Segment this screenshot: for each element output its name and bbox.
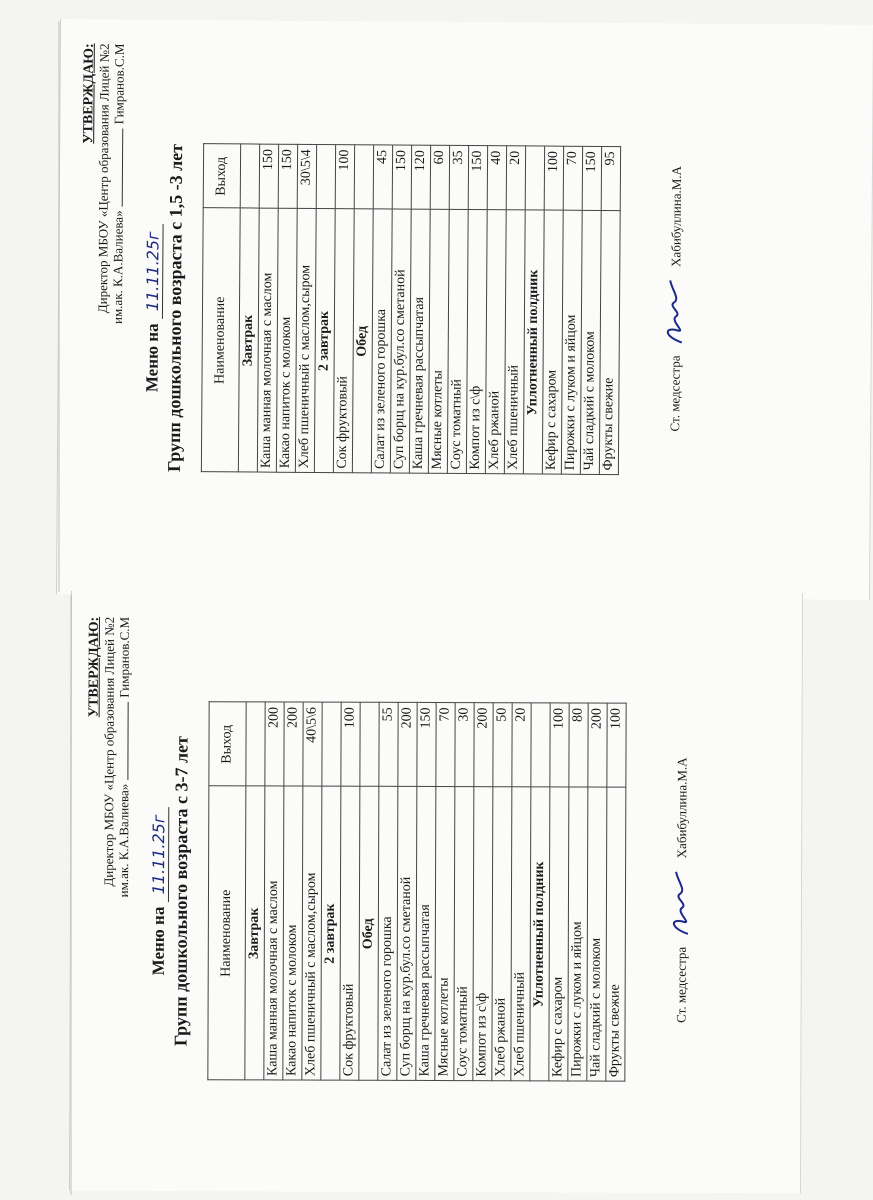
- menu-group: Групп дошкольного возраста с 1,5 -3 лет: [163, 143, 187, 472]
- dish-output: 150: [278, 144, 297, 208]
- table-row: [492, 703, 512, 1081]
- dish-output: 50: [493, 703, 512, 787]
- table-row: [276, 144, 297, 472]
- table-row: [580, 146, 601, 474]
- approval-signline: [115, 617, 132, 1171]
- table-row: [511, 703, 531, 1081]
- signature-role: Ст. медсестра: [667, 354, 683, 432]
- dish-name: Пирожки с луком и яйцом: [561, 210, 582, 474]
- signature-name: Хабибуллина.М.А: [674, 757, 690, 859]
- section-output-cell: [322, 703, 341, 787]
- approval-signline: [108, 43, 127, 577]
- table-row: [416, 703, 436, 1081]
- scan-edge: [58, 22, 60, 592]
- table-row: [257, 144, 278, 472]
- menu-group: Групп дошкольного возраста с 3-7 лет: [170, 736, 192, 1047]
- col-header-output: Выход: [203, 144, 240, 208]
- dish-name: Кефир с сахаром: [542, 210, 563, 474]
- table-row: [542, 146, 563, 474]
- scan-edge: [70, 595, 72, 1195]
- section-title: Обед: [352, 209, 373, 473]
- section-output-cell: [354, 145, 373, 209]
- menu-date: 11.11.25г: [149, 807, 169, 903]
- dish-output: 100: [341, 703, 360, 787]
- approval-block: [85, 611, 132, 1171]
- dish-name: Салат из зеленого горошка: [378, 787, 398, 1081]
- dish-name: Чай сладкий с молоком: [580, 210, 601, 474]
- dish-output: 35: [449, 145, 468, 209]
- approval-block: [78, 37, 127, 577]
- approval-director-name: Гимранов.С.М: [116, 616, 132, 698]
- signature-role: Ст. медсестра: [673, 946, 689, 1023]
- signature-block: [658, 41, 696, 581]
- dish-output: 150: [417, 703, 436, 787]
- approval-org: им.ак. К.А.Валиева»: [115, 783, 132, 898]
- signature-mark: [660, 276, 694, 346]
- table-row: [587, 704, 607, 1082]
- table-row: [333, 145, 354, 473]
- signature-block: [665, 613, 701, 1173]
- table-row: [549, 703, 569, 1081]
- dish-name: Хлеб ржаной: [492, 787, 512, 1081]
- dish-output: 20: [506, 146, 525, 210]
- table-row: [264, 702, 284, 1080]
- table-row: [428, 145, 449, 473]
- section-output-cell: [360, 703, 379, 787]
- dish-name: Хлеб пшеничный: [511, 787, 531, 1081]
- col-header-name: Наименование: [201, 208, 240, 472]
- table-row: [599, 146, 620, 474]
- dish-name: Сок фруктовый: [333, 209, 354, 473]
- approval-director: Директор МБОУ «Центр образования Лицей №2: [94, 42, 112, 313]
- table-row: [447, 145, 468, 473]
- dish-output: 100: [544, 146, 563, 210]
- section-title: 2 завтрак: [314, 208, 335, 472]
- dish-name: Мясные котлеты: [428, 209, 449, 473]
- table-row: [606, 704, 626, 1082]
- table-row: [409, 145, 430, 473]
- menu-page: [78, 37, 852, 582]
- dish-output: 70: [436, 703, 455, 787]
- dish-output: 95: [601, 146, 620, 210]
- section-row: [523, 146, 544, 474]
- table-row: [561, 146, 582, 474]
- menu-sheet-1-5-3: [56, 19, 873, 600]
- menu-on-label: Меню на: [142, 322, 162, 392]
- table-row: [435, 703, 455, 1081]
- dish-output: 40\5\6: [303, 703, 322, 787]
- dish-name: Суп борщ на кур.бул.со сметаной: [397, 787, 417, 1081]
- dish-output: 100: [335, 145, 354, 209]
- table-row: [302, 703, 322, 1081]
- dish-name: Каша манная молочная с маслом: [264, 786, 284, 1080]
- dish-name: Компот из с\ф: [466, 210, 487, 474]
- menu-on-label: Меню на: [148, 906, 168, 976]
- table-row: [378, 703, 398, 1081]
- section-title: Завтрак: [238, 208, 259, 472]
- dish-output: 150: [468, 146, 487, 210]
- section-output-cell: [246, 702, 265, 786]
- dish-output: 150: [582, 146, 601, 210]
- dish-output: 55: [379, 703, 398, 787]
- section-title: Уплотненный полдник: [530, 787, 550, 1081]
- section-row: [314, 144, 335, 472]
- dish-name: Каша гречневая рассыпчатая: [416, 787, 436, 1081]
- dish-output: 30: [455, 703, 474, 787]
- table-row: [473, 703, 493, 1081]
- dish-name: Сок фруктовый: [340, 787, 360, 1081]
- table-row: [390, 145, 411, 473]
- dish-name: Хлеб ржаной: [485, 210, 506, 474]
- dish-output: 60: [430, 145, 449, 209]
- approval-org: им.ак. К.А.Валиева»: [109, 209, 126, 324]
- section-row: [359, 703, 379, 1081]
- dish-name: Мясные котлеты: [435, 787, 455, 1081]
- dish-output: 100: [550, 703, 569, 787]
- signature-blank: [122, 128, 124, 206]
- col-header-name: Наименование: [208, 786, 246, 1080]
- dish-output: 45: [373, 145, 392, 209]
- dish-output: 150: [392, 145, 411, 209]
- section-title: Завтрак: [245, 786, 265, 1080]
- section-row: [238, 144, 259, 472]
- section-output-cell: [240, 144, 259, 208]
- table-row: [568, 703, 588, 1081]
- dish-name: Салат из зеленого горошка: [371, 209, 392, 473]
- dish-output: 120: [411, 145, 430, 209]
- signature-mark: [666, 868, 700, 938]
- dish-output: 70: [563, 146, 582, 210]
- menu-table: [207, 702, 626, 1082]
- dish-output: 40: [487, 146, 506, 210]
- section-row: [530, 703, 550, 1081]
- dish-name: Суп борщ на кур.бул.со сметаной: [390, 209, 411, 473]
- dish-name: Фрукты свежие: [599, 210, 620, 474]
- section-output-cell: [525, 146, 544, 210]
- dish-name: Чай сладкий с молоком: [587, 788, 607, 1082]
- menu-title: [148, 611, 193, 1171]
- signature-name: Хабибуллина.М.А: [668, 165, 684, 267]
- dish-name: Кефир с сахаром: [549, 787, 569, 1081]
- section-title: Обед: [359, 787, 379, 1081]
- section-row: [245, 702, 265, 1080]
- approval-heading: УТВЕРЖДАЮ:: [81, 42, 97, 144]
- dish-name: Компот из с\ф: [473, 787, 493, 1081]
- dish-name: Хлеб пшеничный с маслом,сыром: [295, 208, 316, 472]
- table-row: [283, 702, 303, 1080]
- section-output-cell: [316, 144, 335, 208]
- approval-director-name: Гимранов.С.М: [111, 43, 127, 124]
- section-row: [352, 145, 373, 473]
- dish-output: 80: [569, 703, 588, 787]
- menu-sheet-3-7: [69, 591, 803, 1194]
- dish-name: Соус томатный: [447, 209, 468, 473]
- dish-name: Какао напиток с молоком: [283, 786, 303, 1080]
- dish-output: 20: [512, 703, 531, 787]
- menu-page: [85, 611, 787, 1173]
- dish-output: 200: [474, 703, 493, 787]
- dish-name: Хлеб пшеничный: [504, 210, 525, 474]
- dish-name: Какао напиток с молоком: [276, 208, 297, 472]
- table-row: [295, 144, 316, 472]
- signature-blank: [127, 702, 128, 780]
- dish-name: Пирожки с луком и яйцом: [568, 787, 588, 1081]
- dish-name: Каша гречневая рассыпчатая: [409, 209, 430, 473]
- table-row: [397, 703, 417, 1081]
- dish-output: 200: [284, 702, 303, 786]
- approval-director: Директор МБОУ «Центр образования Лицей №2: [101, 616, 117, 887]
- dish-output: 200: [265, 702, 284, 786]
- dish-output: 150: [259, 144, 278, 208]
- dish-output: 200: [398, 703, 417, 787]
- table-row: [485, 146, 506, 474]
- menu-title: [141, 37, 188, 577]
- section-title: Уплотненный полдник: [523, 210, 544, 474]
- section-output-cell: [531, 703, 550, 787]
- menu-date: 11.11.25г: [143, 223, 164, 319]
- table-row: [466, 146, 487, 474]
- dish-output: 30\5\4: [297, 144, 316, 208]
- table-row: [454, 703, 474, 1081]
- dish-name: Фрукты свежие: [606, 788, 626, 1082]
- dish-name: Хлеб пшеничный с маслом,сыром: [302, 787, 322, 1081]
- table-row: [504, 146, 525, 474]
- approval-heading: УТВЕРЖДАЮ:: [86, 616, 102, 718]
- table-row: [340, 703, 360, 1081]
- section-title: 2 завтрак: [321, 787, 341, 1081]
- table-row: [371, 145, 392, 473]
- menu-table: [201, 143, 621, 475]
- section-row: [321, 703, 341, 1081]
- dish-name: Каша манная молочная с маслом: [257, 208, 278, 472]
- col-header-output: Выход: [209, 702, 246, 786]
- dish-output: 200: [588, 704, 607, 788]
- dish-output: 100: [607, 704, 626, 788]
- dish-name: Соус томатный: [454, 787, 474, 1081]
